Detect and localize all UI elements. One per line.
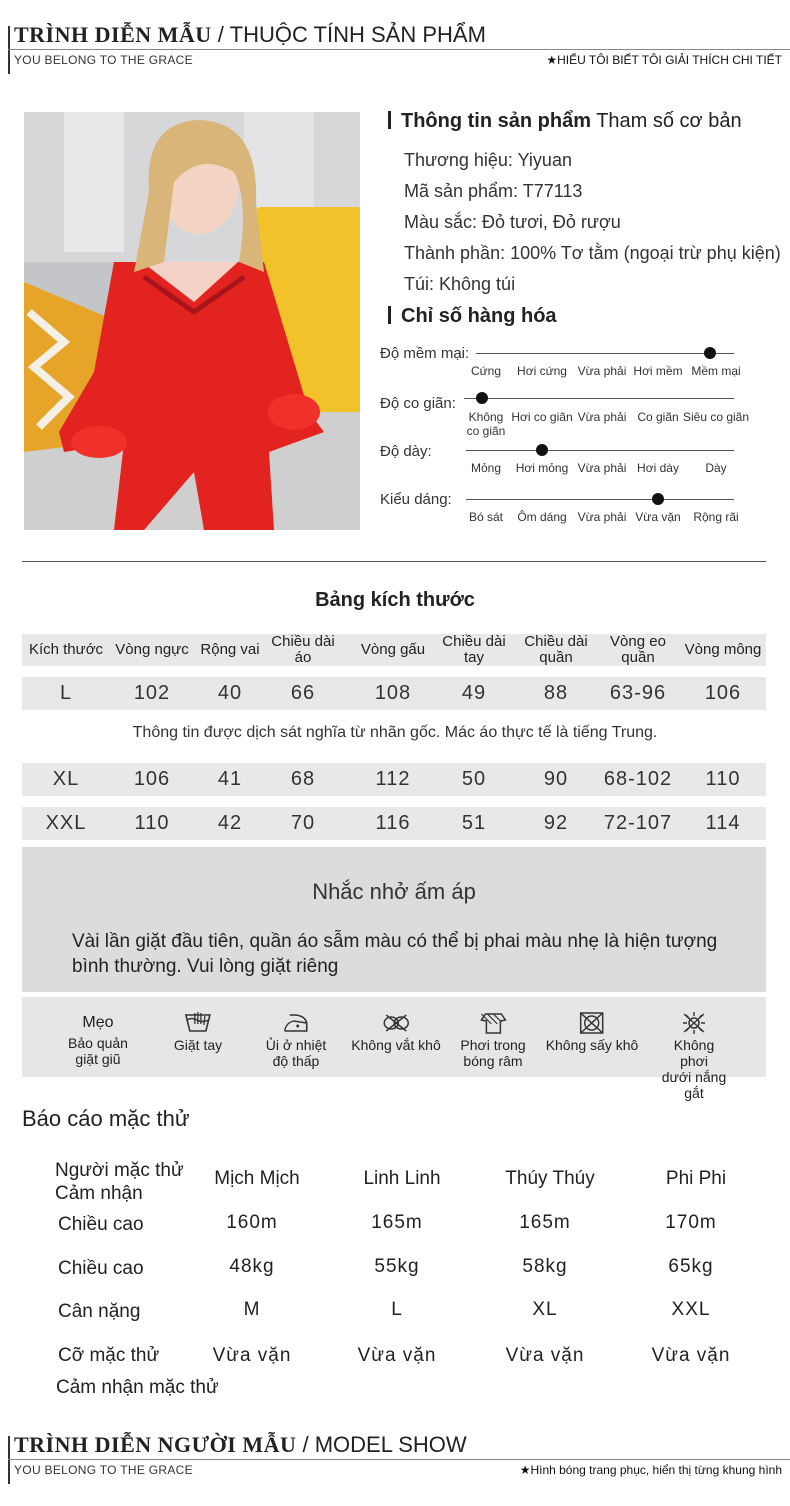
column-header: Chiều dài áo xyxy=(271,633,335,666)
info-product-code: Mã sản phẩm: T77113 xyxy=(404,181,583,201)
report-cell: Vừa vặn xyxy=(651,1345,731,1366)
size-table-row xyxy=(22,807,766,840)
care-instructions-bar xyxy=(22,997,766,1101)
scale-tick-label: Dày xyxy=(705,461,727,475)
care-label: Không sấy khô xyxy=(545,1037,639,1053)
scale-tick-label: Mềm mại xyxy=(691,364,741,378)
report-cell: Vừa vặn xyxy=(212,1345,292,1366)
info-pocket: Túi: Không túi xyxy=(404,274,516,294)
section-subtitle: YOU BELONG TO THE GRACE xyxy=(14,53,193,67)
do-not-wring-icon xyxy=(351,1011,441,1035)
scale-tick-label: Vừa phải xyxy=(577,461,627,475)
scale-tick-label: Hơi cứng xyxy=(517,364,567,378)
column-header: Vòng mông xyxy=(684,641,762,658)
scale-tick-label: Không co giãn xyxy=(466,410,506,438)
report-header-tester-label: Người mặc thử xyxy=(55,1160,184,1181)
scale-tick-label: Ôm dáng xyxy=(517,510,567,524)
scale-tick-label: Vừa phải xyxy=(577,410,627,424)
report-cell: 65kg xyxy=(668,1256,714,1277)
scale-marker xyxy=(476,392,488,404)
report-cell: 170m xyxy=(665,1212,717,1233)
column-header: Rộng vai xyxy=(200,641,260,658)
scale-tick-label: Hơi mềm xyxy=(633,364,683,378)
reminder-title: Nhắc nhở ấm áp xyxy=(312,879,476,904)
table-cell: 68 xyxy=(290,768,316,790)
table-cell: 102 xyxy=(133,682,171,704)
report-row-label: Chiều cao xyxy=(58,1258,144,1279)
header-vertical-bar xyxy=(8,26,10,74)
no-direct-sun-icon xyxy=(658,1011,730,1035)
scale-label: Độ mềm mại: xyxy=(380,345,470,362)
section-note: ★Hình bóng trang phục, hiển thị từng khung hình xyxy=(519,1463,782,1477)
warm-reminder-box xyxy=(22,847,766,992)
care-label: Phơi trong bóng râm xyxy=(460,1037,526,1069)
table-cell: 66 xyxy=(290,682,316,704)
table-cell: 106 xyxy=(133,768,171,790)
column-header: Vòng ngực xyxy=(115,641,189,658)
scale-marker xyxy=(704,347,716,359)
table-cell: 116 xyxy=(375,812,411,834)
scale-label: Độ dày: xyxy=(380,443,432,460)
size-table-note: Thông tin được dịch sát nghĩa từ nhãn gốc. Mác áo thực tế là tiếng Trung. xyxy=(132,724,658,741)
section-title: TRÌNH DIỄN MẪU / THUỘC TÍNH SẢN PHẨM xyxy=(14,22,486,47)
report-cell: 58kg xyxy=(522,1256,568,1277)
table-cell: 42 xyxy=(217,812,243,834)
table-cell: XXL xyxy=(45,812,87,834)
care-label: Giặt tay xyxy=(173,1037,223,1053)
scale-track xyxy=(464,398,734,399)
report-cell: XL xyxy=(532,1299,558,1320)
scale-marker xyxy=(652,493,664,505)
report-cell: 55kg xyxy=(374,1256,420,1277)
care-intro-title: Mẹo xyxy=(82,1014,114,1031)
table-cell: 68-102 xyxy=(603,768,673,790)
table-cell: 92 xyxy=(543,812,569,834)
care-intro-subtitle: Bảo quản giặt giũ xyxy=(68,1035,128,1067)
header-rule xyxy=(8,49,790,50)
table-cell: 41 xyxy=(217,768,243,790)
table-cell: 114 xyxy=(705,812,741,834)
info-color: Màu sắc: Đỏ tươi, Đỏ rượu xyxy=(404,212,621,232)
report-cell: 48kg xyxy=(229,1256,275,1277)
product-index-heading: Chỉ số hàng hóa xyxy=(388,305,557,328)
table-cell: L xyxy=(59,682,73,704)
scale-tick-label: Cứng xyxy=(470,364,502,378)
scale-label: Độ co giãn: xyxy=(380,395,456,412)
table-cell: 50 xyxy=(461,768,487,790)
table-cell: 40 xyxy=(217,682,243,704)
column-header: Vòng eo quần xyxy=(610,633,666,666)
size-table-row xyxy=(22,677,766,710)
tester-name: Thúy Thúy xyxy=(505,1168,595,1189)
scale-track xyxy=(476,353,734,354)
table-cell: 106 xyxy=(704,682,742,704)
scale-tick-label: Vừa vặn xyxy=(635,510,681,524)
care-item xyxy=(351,997,441,1077)
table-cell: 51 xyxy=(461,812,487,834)
report-cell: 160m xyxy=(226,1212,278,1233)
section-title: TRÌNH DIỄN NGƯỜI MẪU / MODEL SHOW xyxy=(14,1432,467,1457)
care-label: Không phơi dưới nắng gắt xyxy=(661,1037,727,1101)
care-label: Không vắt khô xyxy=(351,1037,441,1053)
table-cell: 108 xyxy=(374,682,412,704)
report-header-feel-label: Cảm nhận xyxy=(55,1183,143,1204)
header-rule xyxy=(8,1459,790,1460)
tester-name: Linh Linh xyxy=(363,1168,441,1189)
size-table-row xyxy=(22,763,766,796)
care-intro xyxy=(68,997,128,1077)
scale-tick-label: Siêu co giãn xyxy=(682,410,750,424)
scale-tick-label: Bó sát xyxy=(468,510,504,524)
care-item xyxy=(174,997,222,1077)
report-cell: L xyxy=(391,1299,403,1320)
scale-track xyxy=(466,499,734,500)
size-table-title: Bảng kích thước xyxy=(315,589,475,611)
report-cell: 165m xyxy=(371,1212,423,1233)
tester-name: Phi Phi xyxy=(665,1168,727,1189)
care-item xyxy=(460,997,525,1077)
report-cell: 165m xyxy=(519,1212,571,1233)
section-subtitle: YOU BELONG TO THE GRACE xyxy=(14,1463,193,1477)
do-not-tumble-dry-icon xyxy=(546,1011,639,1035)
scale-tick-label: Co giãn xyxy=(637,410,679,424)
report-cell: M xyxy=(243,1299,261,1320)
table-cell: 110 xyxy=(705,768,741,790)
report-row-label: Chiều cao xyxy=(58,1214,144,1235)
table-cell: 88 xyxy=(543,682,569,704)
table-cell: 72-107 xyxy=(603,812,673,834)
report-cell: Vừa vặn xyxy=(505,1345,585,1366)
section-note: ★HIỂU TÔI BIẾT TÔI GIẢI THÍCH CHI TIẾT xyxy=(546,53,782,67)
product-info-heading: Thông tin sản phẩm Tham số cơ bản xyxy=(388,110,742,133)
tester-name: Mịch Mịch xyxy=(214,1168,300,1189)
table-cell: 63-96 xyxy=(609,682,667,704)
scale-track xyxy=(466,450,734,451)
product-photo xyxy=(24,112,360,530)
info-brand: Thương hiệu: Yiyuan xyxy=(404,150,572,170)
heading-bar xyxy=(388,111,391,129)
scale-label: Kiểu dáng: xyxy=(380,491,452,508)
report-cell: Vừa vặn xyxy=(357,1345,437,1366)
low-iron-icon xyxy=(266,1011,327,1035)
scale-tick-label: Vừa phải xyxy=(577,510,627,524)
care-label: Ủi ở nhiệt độ thấp xyxy=(265,1037,327,1069)
hand-wash-icon xyxy=(174,1011,222,1035)
care-item xyxy=(658,997,730,1101)
table-cell: 70 xyxy=(290,812,316,834)
scale-tick-label: Rộng rãi xyxy=(693,510,739,524)
table-cell: 112 xyxy=(375,768,411,790)
scale-marker xyxy=(536,444,548,456)
column-header: Kích thước xyxy=(28,641,104,658)
heading-bar xyxy=(388,306,391,324)
scale-tick-label: Hơi co giãn xyxy=(511,410,573,424)
care-item xyxy=(546,997,639,1077)
column-header: Chiều dài quần xyxy=(524,633,588,666)
report-cell: XXL xyxy=(671,1299,711,1320)
scale-tick-label: Vừa phải xyxy=(577,364,627,378)
table-cell: XL xyxy=(52,768,80,790)
report-footer-label: Cảm nhận mặc thử xyxy=(56,1377,219,1398)
care-item xyxy=(266,997,327,1077)
report-row-label: Cỡ mặc thử xyxy=(58,1345,160,1366)
table-cell: 49 xyxy=(461,682,487,704)
dry-in-shade-icon xyxy=(460,1011,525,1035)
header-vertical-bar xyxy=(8,1436,10,1484)
report-row-label: Cân nặng xyxy=(58,1301,141,1322)
column-header: Vòng gấu xyxy=(360,641,426,658)
scale-tick-label: Hơi mỏng xyxy=(515,461,569,475)
table-cell: 90 xyxy=(543,768,569,790)
section-divider xyxy=(22,561,766,562)
table-cell: 110 xyxy=(134,812,170,834)
scale-tick-label: Hơi dày xyxy=(637,461,679,475)
tryon-report-title: Báo cáo mặc thử xyxy=(22,1106,190,1131)
column-header: Chiều dài tay xyxy=(442,633,506,666)
info-material: Thành phần: 100% Tơ tằm (ngoại trừ phụ kiện) xyxy=(404,243,781,263)
size-table-header xyxy=(22,634,766,666)
reminder-body: Vài lần giặt đầu tiên, quần áo sẫm màu có thể bị phai màu nhẹ là hiện tượng bình thường. Vui lòng giặt riêng xyxy=(72,931,718,977)
scale-tick-label: Mỏng xyxy=(470,461,502,475)
